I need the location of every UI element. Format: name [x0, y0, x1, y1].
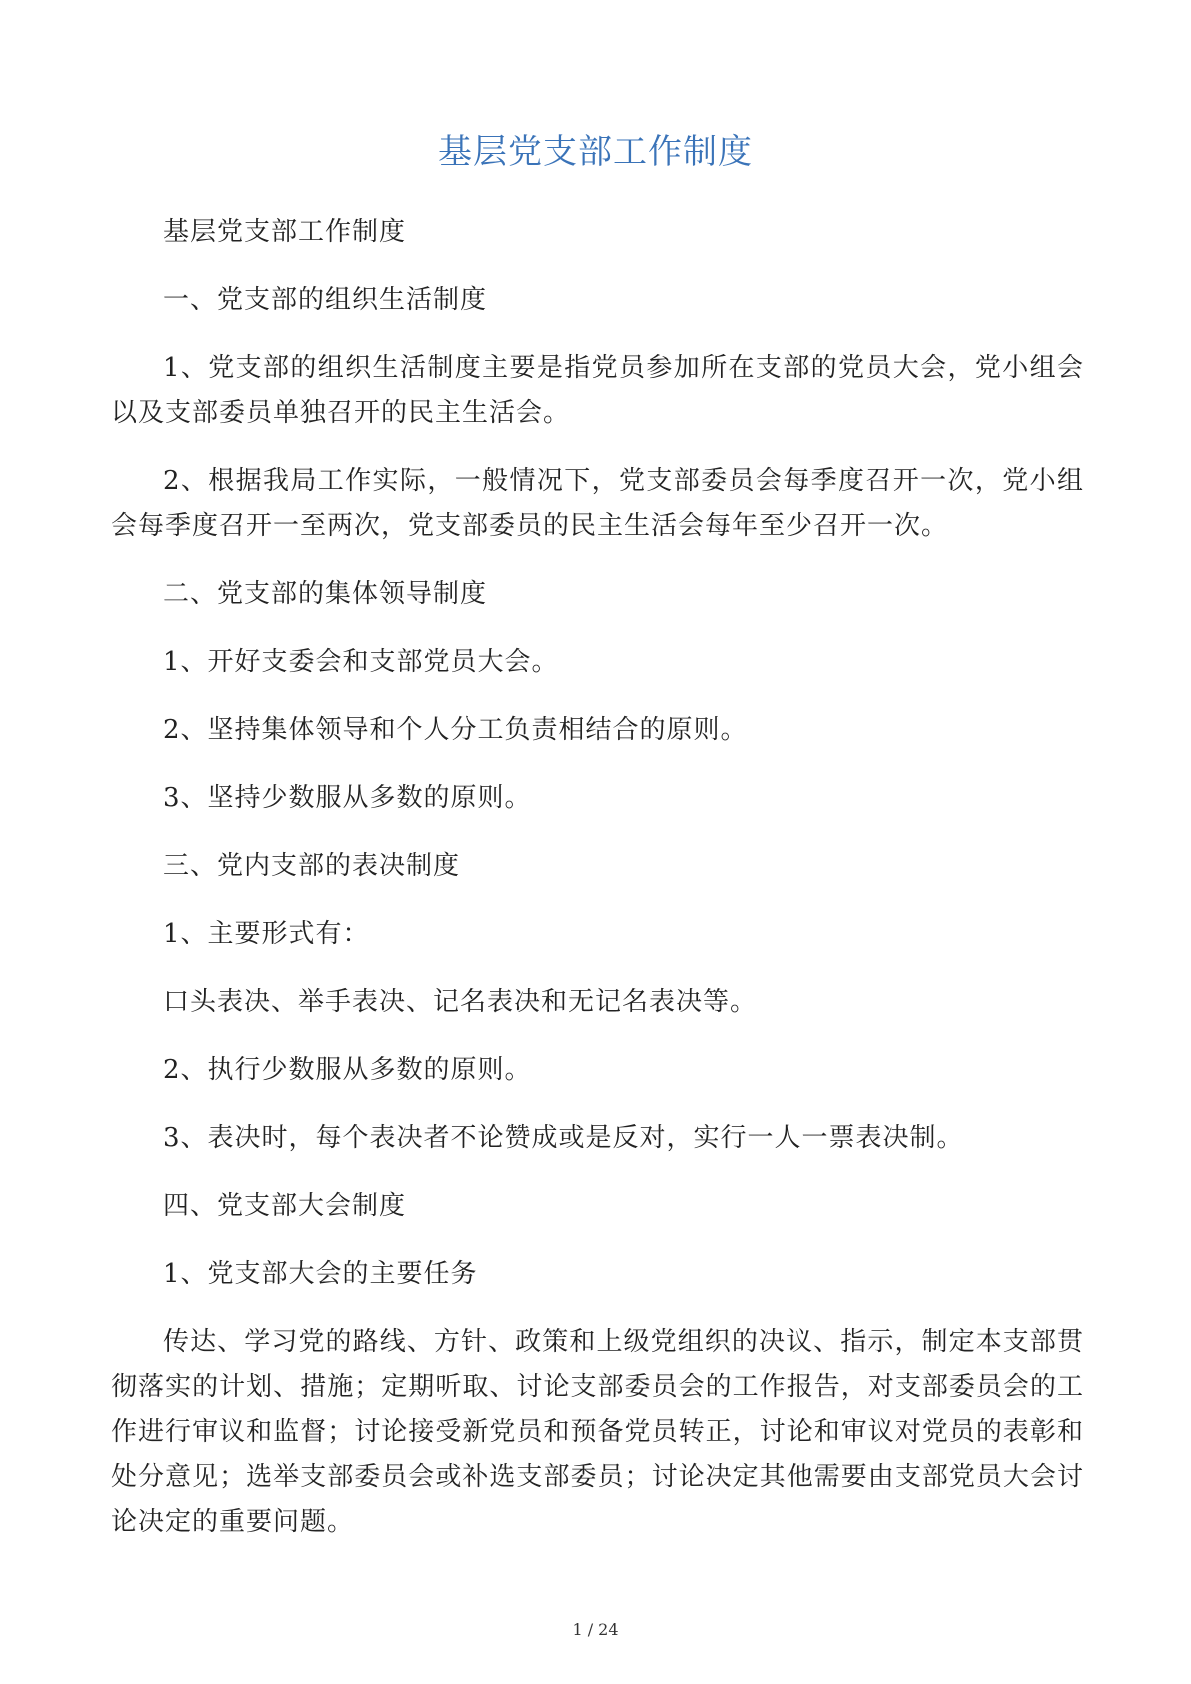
- page-number: 1 / 24: [572, 1620, 619, 1639]
- document-body: [111, 210, 1084, 1568]
- paragraph: 2、执行少数服从多数的原则。: [163, 1055, 532, 1085]
- section-heading: 二、党支部的集体领导制度: [163, 579, 488, 609]
- section-heading: 一、党支部的组织生活制度: [163, 285, 488, 315]
- paragraph: 基层党支部工作制度: [163, 217, 407, 247]
- paragraph: 1、主要形式有：: [163, 919, 370, 949]
- section-heading: 三、党内支部的表决制度: [163, 851, 461, 881]
- paragraph: 3、坚持少数服从多数的原则。: [163, 783, 532, 813]
- section-heading: 四、党支部大会制度: [163, 1191, 407, 1221]
- paragraph: 1、开好支委会和支部党员大会。: [163, 647, 559, 677]
- paragraph: 2、坚持集体领导和个人分工负责相结合的原则。: [163, 715, 748, 745]
- paragraph: 口头表决、举手表决、记名表决和无记名表决等。: [163, 987, 758, 1017]
- document-title: 基层党支部工作制度: [438, 132, 753, 172]
- paragraph: 1、党支部的组织生活制度主要是指党员参加所在支部的党员大会，党小组会以及支部委员单独召开的民主生活会。: [111, 353, 1084, 428]
- paragraph: 1、党支部大会的主要任务: [163, 1259, 478, 1289]
- paragraph: 传达、学习党的路线、方针、政策和上级党组织的决议、指示，制定本支部贯彻落实的计划、措施；定期听取、讨论支部委员会的工作报告，对支部委员会的工作进行审议和监督；讨论接受新党员和预备党员转正，讨论和审议对党员的表彰和处分意见；选举支部委员会或补选支部委员；讨论决定其他需要由支部党员大会讨论决定的重要问题。: [111, 1327, 1084, 1537]
- paragraph: 2、根据我局工作实际，一般情况下，党支部委员会每季度召开一次，党小组会每季度召开一至两次，党支部委员的民主生活会每年至少召开一次。: [111, 466, 1084, 541]
- paragraph: 3、表决时，每个表决者不论赞成或是反对，实行一人一票表决制。: [163, 1123, 964, 1153]
